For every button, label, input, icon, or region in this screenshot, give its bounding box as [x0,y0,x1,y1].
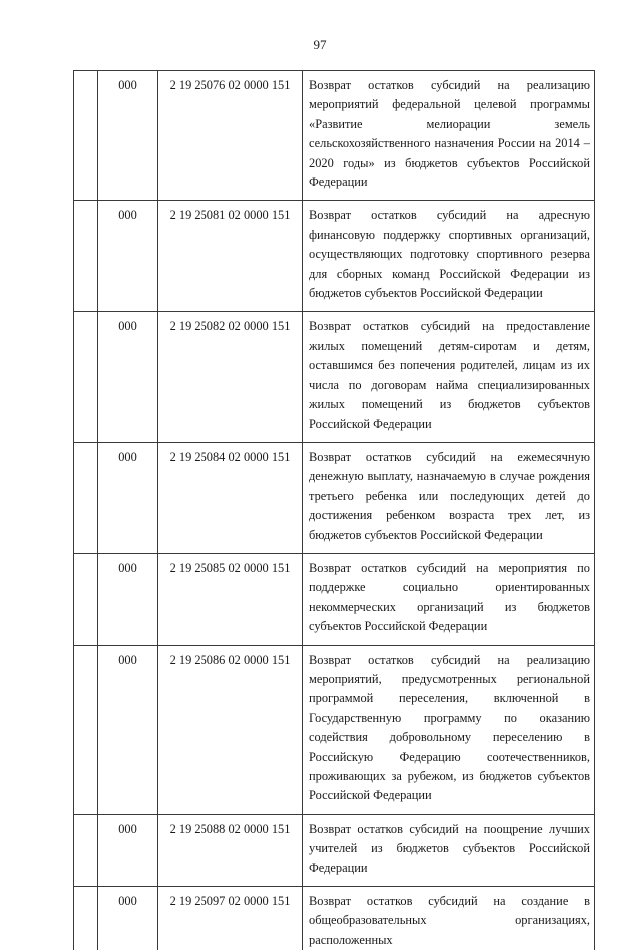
admin-code-cell: 000 [98,442,158,553]
kbk-code-cell: 2 19 25082 02 0000 151 [158,312,303,442]
description-cell: Возврат остатков субсидий на создание в общеобразовательных организациях, расположенных [303,887,595,950]
kbk-code-cell: 2 19 25086 02 0000 151 [158,645,303,814]
description-cell: Возврат остатков субсидий на поощрение лучших учителей из бюджетов субъектов Российской Федерации [303,814,595,886]
admin-code-cell: 000 [98,553,158,645]
description-cell: Возврат остатков субсидий на мероприятия по поддержке социально ориентированных некоммерческих организаций из бюджетов субъектов Российской Федерации [303,553,595,645]
kbk-code-cell: 2 19 25081 02 0000 151 [158,201,303,312]
blank-cell [74,553,98,645]
blank-cell [74,887,98,950]
blank-cell [74,645,98,814]
table-row [74,887,595,950]
description-cell: Возврат остатков субсидий на реализацию мероприятий федеральной целевой программы «Развитие мелиорации земель сельскохозяйственного назначения России на 2014 – 2020 годы» из бюджетов субъектов Российской Федерации [303,71,595,201]
kbk-code-cell: 2 19 25097 02 0000 151 [158,887,303,950]
page-number: 97 [0,37,640,53]
admin-code-cell: 000 [98,814,158,886]
table-row [74,71,595,201]
table-row [74,814,595,886]
blank-cell [74,71,98,201]
kbk-code-cell: 2 19 25084 02 0000 151 [158,442,303,553]
table-row [74,201,595,312]
table-body [74,71,595,950]
admin-code-cell: 000 [98,312,158,442]
blank-cell [74,312,98,442]
description-cell: Возврат остатков субсидий на адресную финансовую поддержку спортивных организаций, осуществляющих подготовку спортивного резерва для сборных команд Российской Федерации из бюджетов субъектов Российской Федерации [303,201,595,312]
table-row [74,645,595,814]
blank-cell [74,201,98,312]
table-row [74,553,595,645]
description-cell: Возврат остатков субсидий на реализацию мероприятий, предусмотренных региональной программой переселения, включенной в Государственную программу по оказанию содействия добровольному переселению в Российскую Федерацию соотечественников, проживающих за рубежом, из бюджетов субъектов Российской Федерации [303,645,595,814]
description-cell: Возврат остатков субсидий на предоставление жилых помещений детям-сиротам и детям, оставшимся без попечения родителей, лицам из их числа по договорам найма специализированных жилых помещений из бюджетов субъектов Российской Федерации [303,312,595,442]
blank-cell [74,442,98,553]
blank-cell [74,814,98,886]
admin-code-cell: 000 [98,71,158,201]
admin-code-cell: 000 [98,201,158,312]
admin-code-cell: 000 [98,645,158,814]
admin-code-cell: 000 [98,887,158,950]
kbk-code-cell: 2 19 25088 02 0000 151 [158,814,303,886]
table-row [74,312,595,442]
budget-classification-table [73,70,595,950]
description-cell: Возврат остатков субсидий на ежемесячную денежную выплату, назначаемую в случае рождения третьего ребенка или последующих детей до достижения ребенком возраста трех лет, из бюджетов субъектов Российской Федерации [303,442,595,553]
table-row [74,442,595,553]
kbk-code-cell: 2 19 25076 02 0000 151 [158,71,303,201]
kbk-code-cell: 2 19 25085 02 0000 151 [158,553,303,645]
